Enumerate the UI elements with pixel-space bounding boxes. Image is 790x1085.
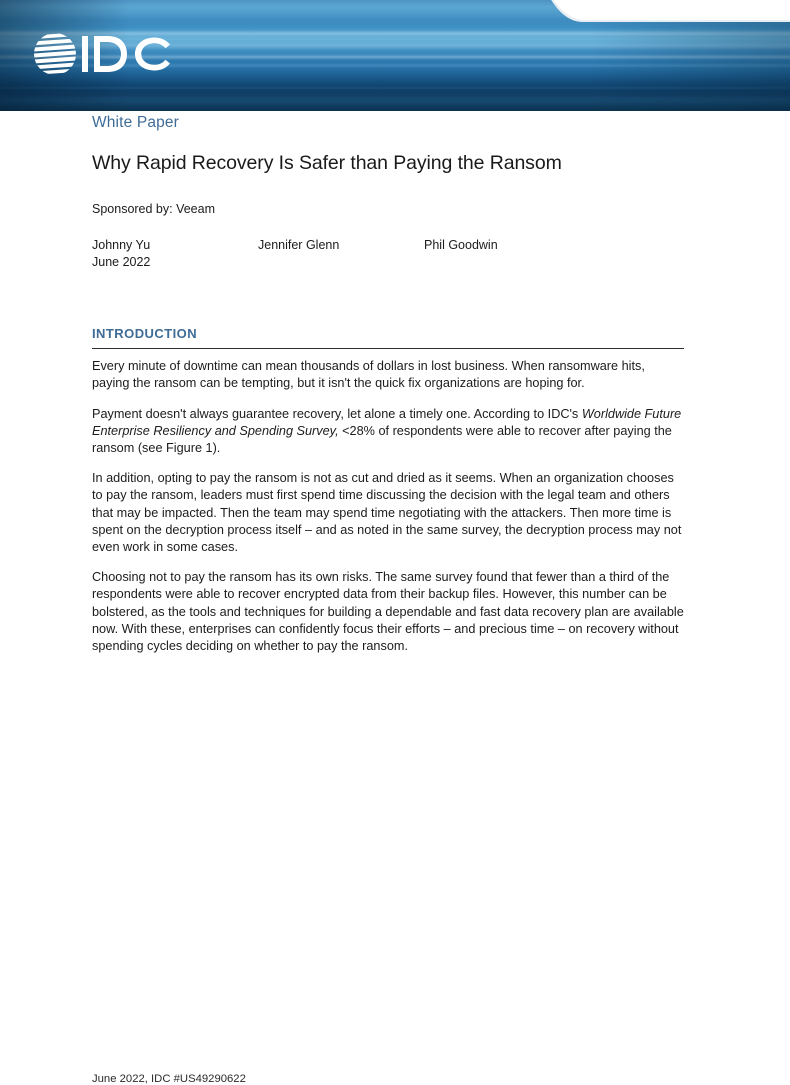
text-run: Every minute of downtime can mean thousands of dollars in lost business. When ransomware hits, paying the ransom can be tempting, but it isn't the quick fix organizations are hoping for. xyxy=(92,359,645,391)
author-column xyxy=(424,237,498,270)
author-name: Phil Goodwin xyxy=(424,238,498,252)
introduction-body xyxy=(92,349,684,655)
body-paragraph xyxy=(92,406,684,458)
text-run: Payment doesn't always guarantee recovery, let alone a timely one. According to IDC's xyxy=(92,406,582,421)
content-column xyxy=(92,111,684,655)
author-column xyxy=(258,237,424,270)
author-row xyxy=(92,216,684,270)
page-header-banner xyxy=(0,0,790,111)
globe-icon xyxy=(30,32,83,75)
section-heading-introduction: INTRODUCTION xyxy=(92,326,198,342)
idc-logo xyxy=(30,28,180,80)
idc-wordmark xyxy=(82,36,170,72)
document-kicker: White Paper xyxy=(92,114,179,131)
author-name: Jennifer Glenn xyxy=(258,238,340,252)
author-column xyxy=(92,237,258,270)
author-name: Johnny Yu xyxy=(92,238,151,252)
text-run: <28% of respondents were able to recover after paying the ransom (see Figure 1). xyxy=(92,423,672,456)
italic-citation: Worldwide Future Enterprise Resiliency and Spending Survey, xyxy=(92,406,682,438)
publication-date: June 2022 xyxy=(92,254,151,269)
banner-swoosh-shape xyxy=(550,0,790,24)
body-paragraph xyxy=(92,569,684,655)
page-footer: June 2022, IDC #US49290622 xyxy=(92,1073,246,1085)
page-title: Why Rapid Recovery Is Safer than Paying the Ransom xyxy=(92,152,562,174)
text-run: Choosing not to pay the ransom has its own risks. The same survey found that fewer than a third of the respondents were able to recover encrypted data from their backup files. However, this number can be bolstered, as the tools and techniques for building a dependable and fast data recovery plan are available now. With these, enterprises can confidently focus their efforts – and precious time – on recovery without spending cycles deciding on whether to pay the ransom. xyxy=(92,570,684,654)
body-paragraph xyxy=(92,358,684,392)
text-run: In addition, opting to pay the ransom is not as cut and dried as it seems. When an organization chooses to pay the ransom, leaders must first spend time discussing the decision with the legal team and others that may be impacted. Then the team may spend time negotiating with the attackers. Then more time is spent on the decryption process itself – and as noted in the same survey, the decryption process may not even work in some cases. xyxy=(92,471,682,555)
sponsor-line: Sponsored by: Veeam xyxy=(92,202,215,216)
body-paragraph xyxy=(92,470,684,556)
